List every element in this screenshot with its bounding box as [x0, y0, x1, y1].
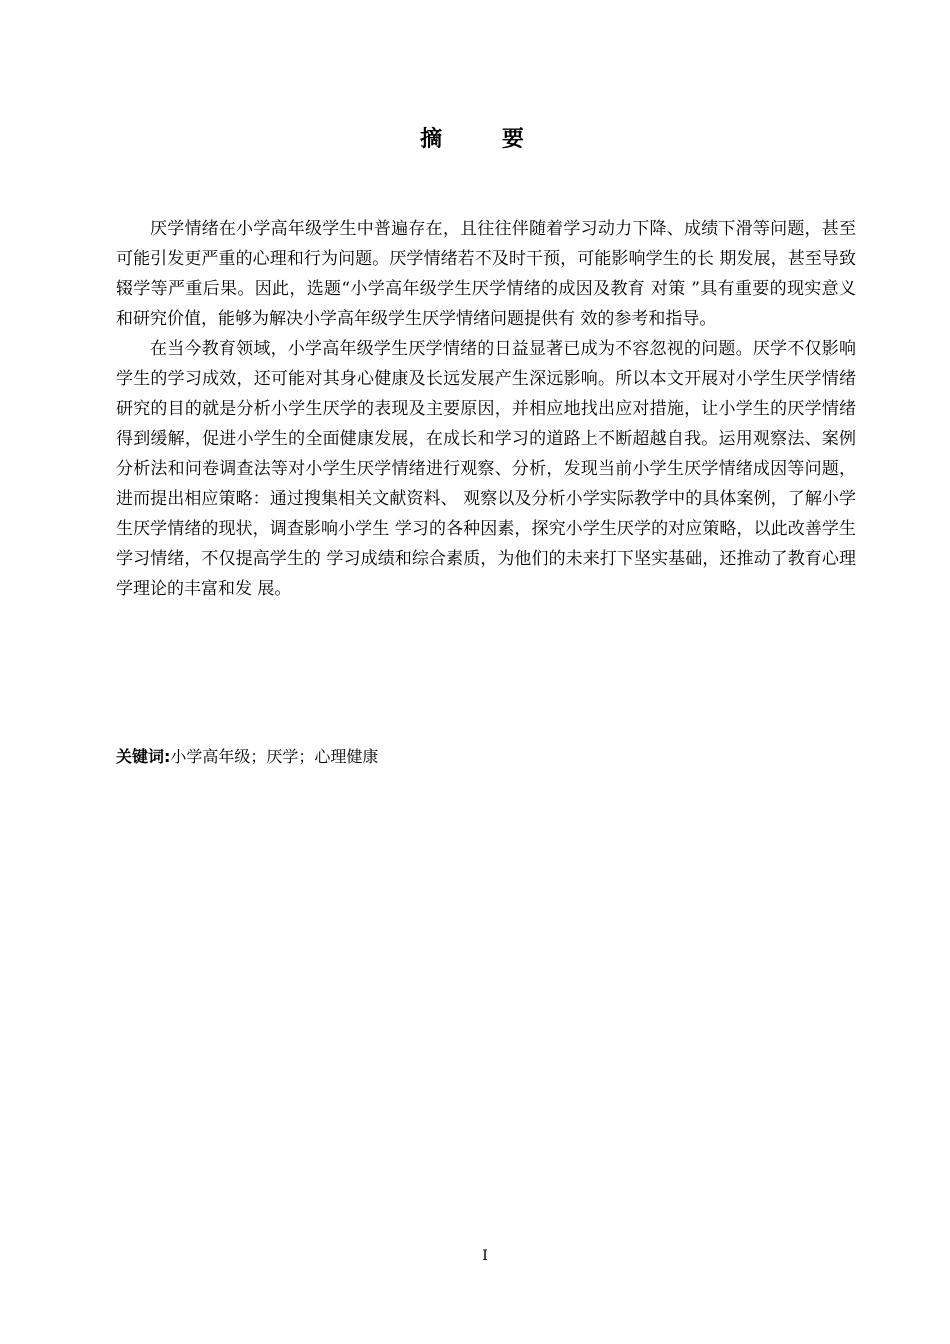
keywords-label: 关键词:: [116, 747, 171, 766]
page-title: 摘 要: [420, 127, 550, 152]
abstract-paragraph-2: 在当今教育领域，小学高年级学生厌学情绪的日益显著已成为不容忽视的问题。厌学不仅影响学生的学习成效，还可能对其身心健康及长远发展产生深远影响。所以本文开展对小学生厌学情绪研究的目的就是分析小学生厌学的表现及主要原因，并相应地找出应对措施，让小学生的厌学情绪得到缓解，促进小学生的全面健康发展，在成长和学习的道路上不断超越自我。运用观察法、案例分析法和问卷调查法等对小学生厌学情绪进行观察、分析，发现当前小学生厌学情绪成因等问题，进而提出相应策略：通过搜集相关文献资料、 观察以及分析小学实际教学中的具体案例，了解小学生厌学情绪的现状，调查影响小学生 学习的各种因素，探究小学生厌学的对应策略，以此改善学生学习情绪，不仅提高学生的 学习成绩和综合素质，为他们的未来打下坚实基础，还推动了教育心理学理论的丰富和发 展。: [116, 339, 856, 599]
abstract-body: [116, 214, 856, 604]
keywords-line: [116, 742, 856, 772]
page-number: I: [482, 1248, 488, 1264]
abstract-paragraph-1: 厌学情绪在小学高年级学生中普遍存在，且往往伴随着学习动力下降、成绩下滑等问题，甚至可能引发更严重的心理和行为问题。厌学情绪若不及时干预，可能影响学生的长 期发展，甚至导致辍学等严重后果。因此，选题“小学高年级学生厌学情绪的成因及教育 对策 ”具有重要的现实意义和研究价值，能够为解决小学高年级学生厌学情绪问题提供有 效的参考和指导。: [116, 219, 856, 329]
keywords-value: 小学高年级；厌学；心理健康: [170, 747, 379, 766]
